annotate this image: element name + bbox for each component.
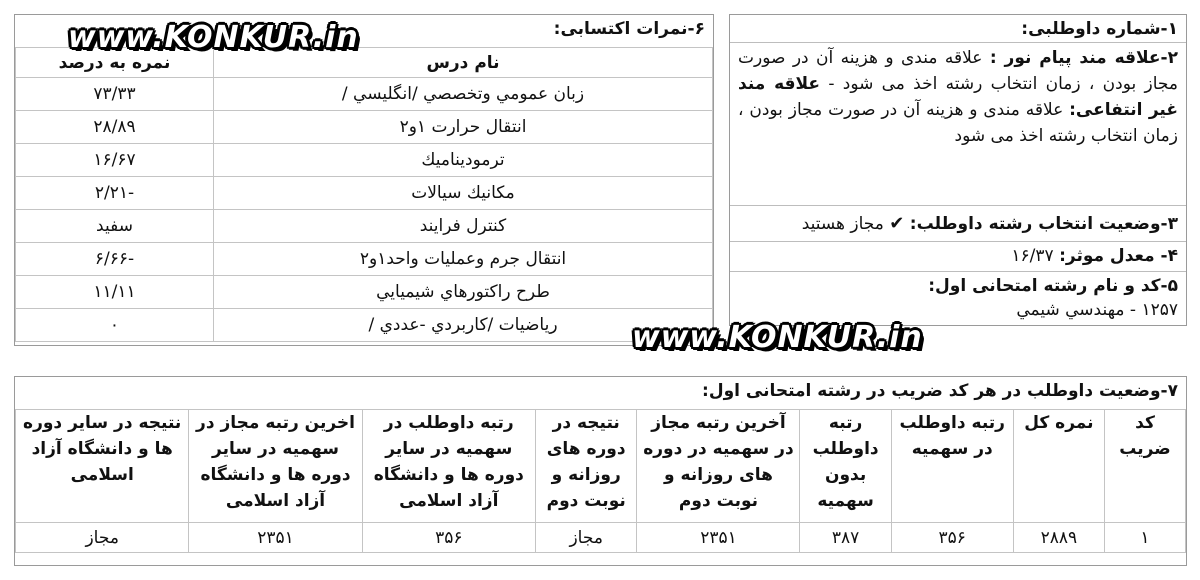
status-title: ۷-وضعیت داوطلب در هر کد ضریب در رشته امتحانی اول:: [702, 381, 1178, 401]
course-header: نام درس: [214, 48, 713, 78]
course-score: ۱۱/۱۱: [16, 276, 214, 309]
grades-title: ۶-نمرات اکتسابی:: [553, 19, 705, 39]
grades-panel: [14, 14, 714, 346]
candidate-number-label: ۱-شماره داوطلبی:: [1021, 19, 1178, 39]
grade-row: [16, 111, 713, 144]
status-data-row: [16, 523, 1186, 553]
interest-row: [730, 43, 1186, 206]
course-name: ترموديناميك: [214, 144, 713, 177]
status-header-cell: آخرین رتبه مجاز در سهمیه در دوره های روزانه و نوبت دوم: [637, 410, 800, 523]
payame-noor-text: علاقه مندی و هزینه آن در صورت مجاز بودن ، زمان انتخاب رشته اخذ می شود -: [738, 48, 1178, 94]
course-score: ۰: [16, 309, 214, 342]
selection-status-value: مجاز هستید: [801, 214, 884, 234]
non-profit-label: علاقه مند غیر انتفاعی:: [738, 74, 1178, 120]
course-score: -۲/۲۱: [16, 177, 214, 210]
candidate-info-panel: [729, 14, 1187, 326]
status-cell: ۳۸۷: [800, 523, 891, 553]
status-header-cell: اخرین رتبه مجاز در سهمیه در سایر دوره ها و دانشگاه آزاد اسلامی: [189, 410, 362, 523]
status-cell: ۳۵۶: [891, 523, 1013, 553]
course-name: مكانيك سيالات: [214, 177, 713, 210]
gpa-row: [730, 242, 1186, 272]
status-cell: ۱: [1105, 523, 1186, 553]
status-cell: مجاز: [16, 523, 189, 553]
non-profit-text: علاقه مندی و هزینه آن در صورت مجاز بودن ، زمان انتخاب رشته اخذ می شود: [738, 100, 1178, 146]
course-name: طرح راكتورهاي شيميايي: [214, 276, 713, 309]
grades-table: [15, 47, 713, 342]
status-cell: مجاز: [535, 523, 637, 553]
gpa-value: ۱۶/۳۷: [1011, 246, 1054, 266]
course-name: انتقال حرارت ۱و۲: [214, 111, 713, 144]
status-cell: ۳۵۶: [362, 523, 535, 553]
grade-row: [16, 78, 713, 111]
major-value: ۱۲۵۷ - مهندسي شيمي: [1016, 300, 1178, 320]
status-cell: ۲۳۵۱: [189, 523, 362, 553]
selection-status-row: [730, 206, 1186, 242]
status-cell: ۲۸۸۹: [1013, 523, 1104, 553]
status-header-cell: رتبه داوطلب در سهمیه: [891, 410, 1013, 523]
course-score: ۱۶/۶۷: [16, 144, 214, 177]
grade-row: [16, 144, 713, 177]
grade-row: [16, 309, 713, 342]
course-score: ۷۳/۳۳: [16, 78, 214, 111]
status-cell: ۲۳۵۱: [637, 523, 800, 553]
major-row: [730, 272, 1186, 324]
watermark-top: www.KONKUR.in: [68, 20, 359, 55]
watermark-middle: www.KONKUR.in: [632, 320, 923, 355]
candidate-number-row: [730, 15, 1186, 43]
status-header-cell: نمره کل: [1013, 410, 1104, 523]
grade-row: [16, 243, 713, 276]
status-header-row: [16, 410, 1186, 523]
course-score: ۲۸/۸۹: [16, 111, 214, 144]
status-table: [15, 409, 1186, 553]
status-header-cell: نتیجه در دوره های روزانه و نوبت دوم: [535, 410, 637, 523]
status-header-cell: کد ضریب: [1105, 410, 1186, 523]
gpa-label: ۴- معدل موثر:: [1059, 246, 1178, 266]
grade-row: [16, 210, 713, 243]
status-header-cell: رتبه داوطلب بدون سهمیه: [800, 410, 891, 523]
course-name: زبان عمومي وتخصصي /انگليسي /: [214, 78, 713, 111]
course-name: انتقال جرم وعمليات واحد۱و۲: [214, 243, 713, 276]
course-score: سفید: [16, 210, 214, 243]
grade-row: [16, 276, 713, 309]
payame-noor-label: ۲-علاقه مند پیام نور :: [989, 48, 1178, 68]
selection-status-label: ۳-وضعیت انتخاب رشته داوطلب:: [909, 214, 1178, 234]
status-header-cell: نتیجه در سایر دوره ها و دانشگاه آزاد اسلامی: [16, 410, 189, 523]
grade-row: [16, 177, 713, 210]
course-score: -۶/۶۶: [16, 243, 214, 276]
score-header: نمره به درصد: [16, 48, 214, 78]
status-header-cell: رتبه داوطلب در سهمیه در سایر دوره ها و دانشگاه آزاد اسلامی: [362, 410, 535, 523]
course-name: رياضيات /كاربردي -عددي /: [214, 309, 713, 342]
course-name: كنترل فرايند: [214, 210, 713, 243]
major-label: ۵-کد و نام رشته امتحانی اول:: [928, 276, 1178, 296]
check-icon: ✔: [889, 213, 905, 234]
status-panel: [14, 376, 1187, 566]
